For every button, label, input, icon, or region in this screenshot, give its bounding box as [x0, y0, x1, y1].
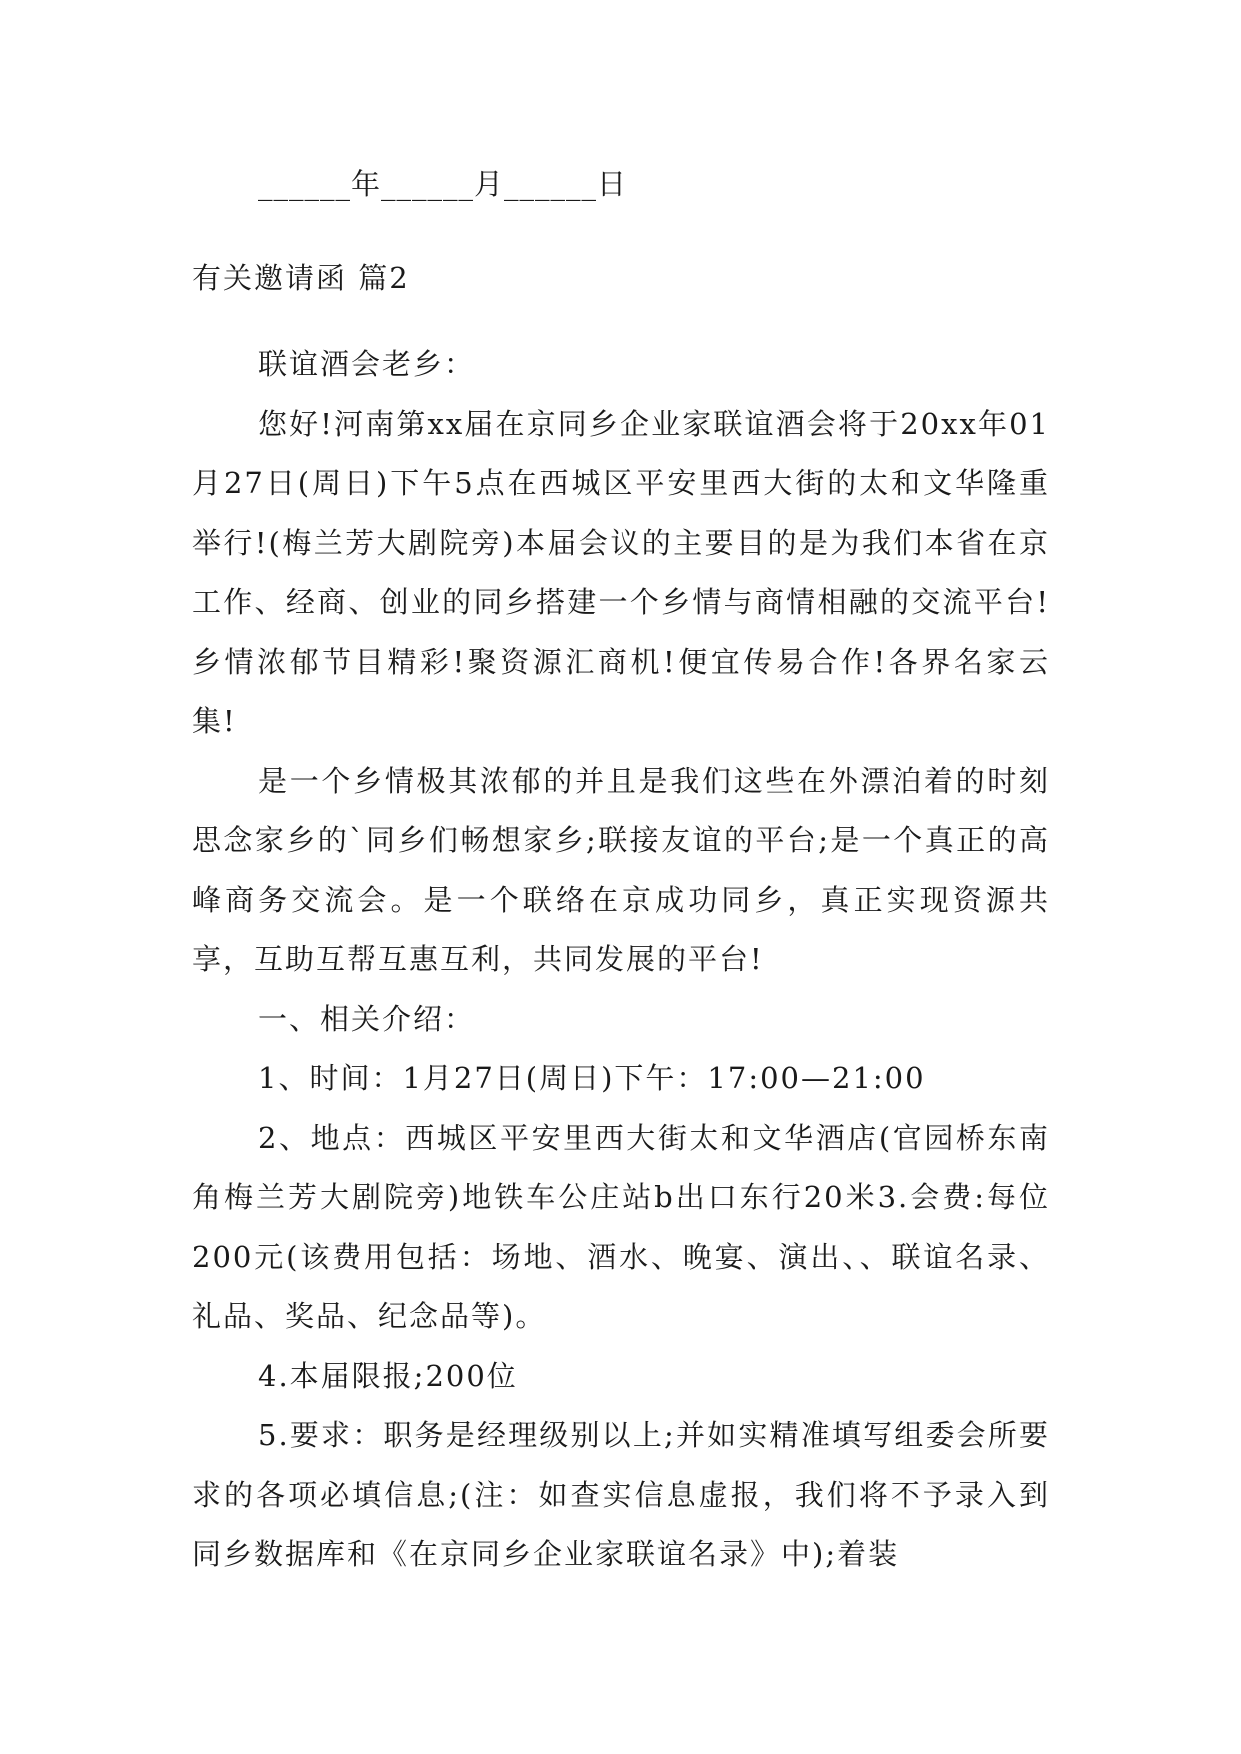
item-limit: 4.本届限报;200位	[258, 1358, 518, 1393]
item-location-fee: 2、地点：西城区平安里西大街太和文华酒店(官园桥东南角梅兰芳大剧院旁)地铁车公庄站b出口东行20米3.会费:每位200元(该费用包括：场地、酒水、晚宴、演出、、联谊名录、礼品、奖品、纪念品等)。	[192, 1120, 1050, 1333]
section-title-introduction: 一、相关介绍：	[258, 1001, 476, 1036]
letter-body	[192, 335, 1050, 1585]
date-line: ______年______月______日	[258, 167, 628, 201]
salutation: 联谊酒会老乡：	[258, 347, 476, 381]
body-paragraph-intro: 您好!河南第xx届在京同乡企业家联谊酒会将于20xx年01月27日(周日)下午5点在西城区平安里西大街的太和文华隆重举行!(梅兰芳大剧院旁)本届会议的主要目的是为我们本省在京工作、经商、创业的同乡搭建一个乡情与商情相融的交流平台!乡情浓郁节目精彩!聚资源汇商机!便宜传易合作!各界名家云集!	[192, 406, 1050, 738]
item-requirements: 5.要求：职务是经理级别以上;并如实精准填写组委会所要求的各项必填信息;(注：如查实信息虚报，我们将不予录入到同乡数据库和《在京同乡企业家联谊名录》中);着装	[192, 1418, 1050, 1571]
item-time: 1、时间：1月27日(周日)下午：17:00—21:00	[258, 1061, 926, 1095]
section-heading: 有关邀请函 篇2	[192, 261, 410, 295]
body-paragraph-platform: 是一个乡情极其浓郁的并且是我们这些在外漂泊着的时刻思念家乡的`同乡们畅想家乡;联接友谊的平台;是一个真正的高峰商务交流会。是一个联络在京成功同乡，真正实现资源共享，互助互帮互惠互利，共同发展的平台!	[192, 763, 1050, 976]
